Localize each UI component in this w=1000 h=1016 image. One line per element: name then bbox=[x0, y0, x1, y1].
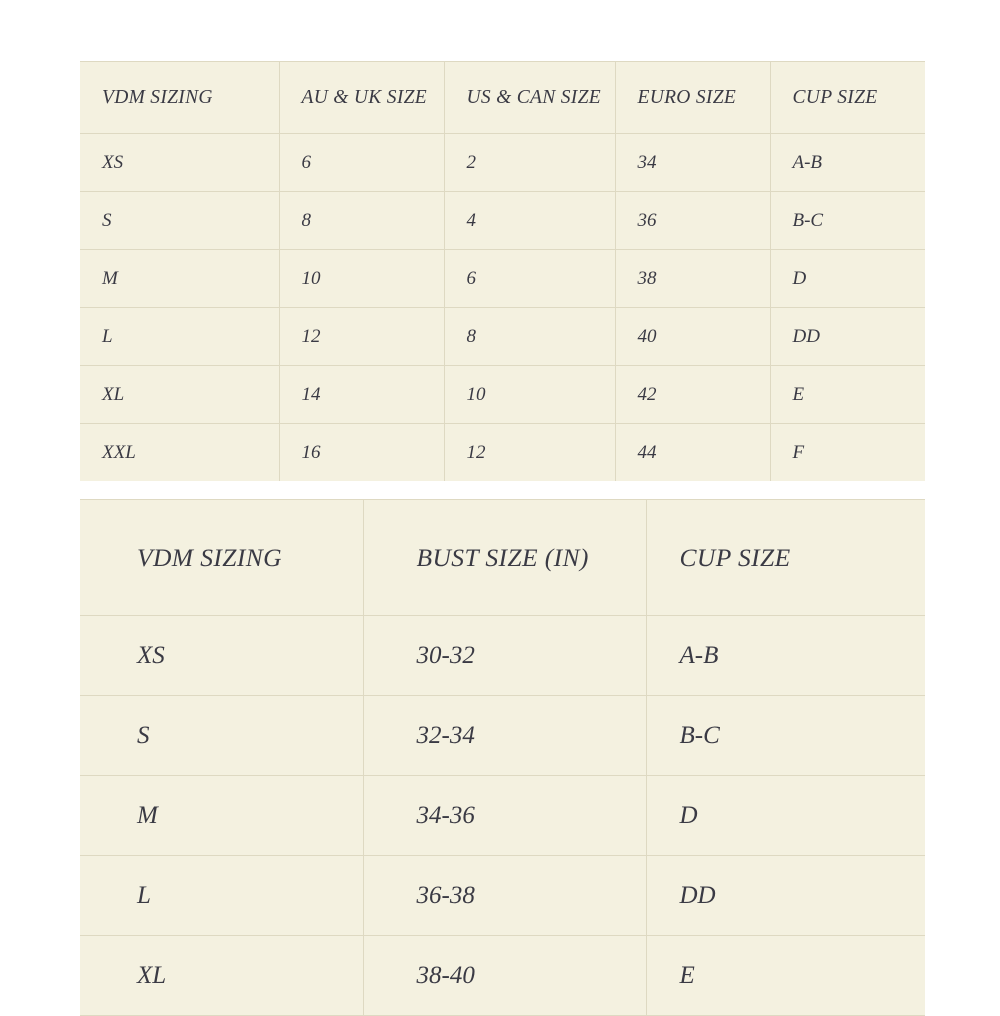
cell-au-uk-size: 14 bbox=[279, 366, 444, 424]
cell-cup-size: B-C bbox=[770, 192, 925, 250]
cell-euro-size: 42 bbox=[615, 366, 770, 424]
size-conversion-table-container bbox=[80, 61, 925, 481]
table-row bbox=[80, 856, 925, 936]
column-header-us-can-size: US & CAN SIZE bbox=[444, 62, 615, 134]
cell-us-can-size: 10 bbox=[444, 366, 615, 424]
cell-vdm-size: XS bbox=[80, 134, 279, 192]
table-row bbox=[80, 366, 925, 424]
column-header-cup-size: CUP SIZE bbox=[770, 62, 925, 134]
size-conversion-table bbox=[80, 61, 925, 481]
cell-cup-size: DD bbox=[770, 308, 925, 366]
bust-measurement-table-container bbox=[80, 499, 925, 1016]
cell-bust-size: 34-36 bbox=[363, 776, 646, 856]
cell-us-can-size: 12 bbox=[444, 424, 615, 482]
table-row bbox=[80, 308, 925, 366]
cell-cup-size: B-C bbox=[646, 696, 925, 776]
table-row bbox=[80, 776, 925, 856]
cell-euro-size: 40 bbox=[615, 308, 770, 366]
cell-bust-size: 38-40 bbox=[363, 936, 646, 1016]
cell-cup-size: E bbox=[770, 366, 925, 424]
cell-cup-size: F bbox=[770, 424, 925, 482]
table-header-row bbox=[80, 500, 925, 616]
column-header-au-uk-size: AU & UK SIZE bbox=[279, 62, 444, 134]
cell-vdm-size: XL bbox=[80, 366, 279, 424]
column-header-bust-size: BUST SIZE (IN) bbox=[363, 500, 646, 616]
cell-vdm-size: S bbox=[80, 192, 279, 250]
column-header-vdm-sizing: VDM SIZING bbox=[80, 62, 279, 134]
column-header-vdm-sizing: VDM SIZING bbox=[80, 500, 363, 616]
cell-bust-size: 30-32 bbox=[363, 616, 646, 696]
cell-vdm-size: M bbox=[80, 250, 279, 308]
cell-au-uk-size: 16 bbox=[279, 424, 444, 482]
bust-measurement-table bbox=[80, 499, 925, 1016]
cell-vdm-size: L bbox=[80, 856, 363, 936]
cell-bust-size: 32-34 bbox=[363, 696, 646, 776]
cell-vdm-size: M bbox=[80, 776, 363, 856]
cell-us-can-size: 6 bbox=[444, 250, 615, 308]
cell-cup-size: A-B bbox=[646, 616, 925, 696]
cell-vdm-size: L bbox=[80, 308, 279, 366]
table-header-row bbox=[80, 62, 925, 134]
table-row bbox=[80, 424, 925, 482]
cell-cup-size: E bbox=[646, 936, 925, 1016]
cell-vdm-size: XL bbox=[80, 936, 363, 1016]
table-row bbox=[80, 616, 925, 696]
cell-euro-size: 44 bbox=[615, 424, 770, 482]
cell-cup-size: D bbox=[770, 250, 925, 308]
table-row bbox=[80, 134, 925, 192]
column-header-euro-size: EURO SIZE bbox=[615, 62, 770, 134]
table-row bbox=[80, 250, 925, 308]
cell-cup-size: DD bbox=[646, 856, 925, 936]
cell-us-can-size: 4 bbox=[444, 192, 615, 250]
cell-au-uk-size: 12 bbox=[279, 308, 444, 366]
table-row bbox=[80, 936, 925, 1016]
cell-euro-size: 36 bbox=[615, 192, 770, 250]
table-row bbox=[80, 696, 925, 776]
cell-vdm-size: S bbox=[80, 696, 363, 776]
cell-vdm-size: XXL bbox=[80, 424, 279, 482]
cell-au-uk-size: 10 bbox=[279, 250, 444, 308]
column-header-cup-size: CUP SIZE bbox=[646, 500, 925, 616]
cell-bust-size: 36-38 bbox=[363, 856, 646, 936]
cell-euro-size: 38 bbox=[615, 250, 770, 308]
cell-euro-size: 34 bbox=[615, 134, 770, 192]
table-row bbox=[80, 192, 925, 250]
cell-au-uk-size: 8 bbox=[279, 192, 444, 250]
cell-cup-size: D bbox=[646, 776, 925, 856]
cell-au-uk-size: 6 bbox=[279, 134, 444, 192]
cell-cup-size: A-B bbox=[770, 134, 925, 192]
cell-us-can-size: 8 bbox=[444, 308, 615, 366]
cell-vdm-size: XS bbox=[80, 616, 363, 696]
cell-us-can-size: 2 bbox=[444, 134, 615, 192]
